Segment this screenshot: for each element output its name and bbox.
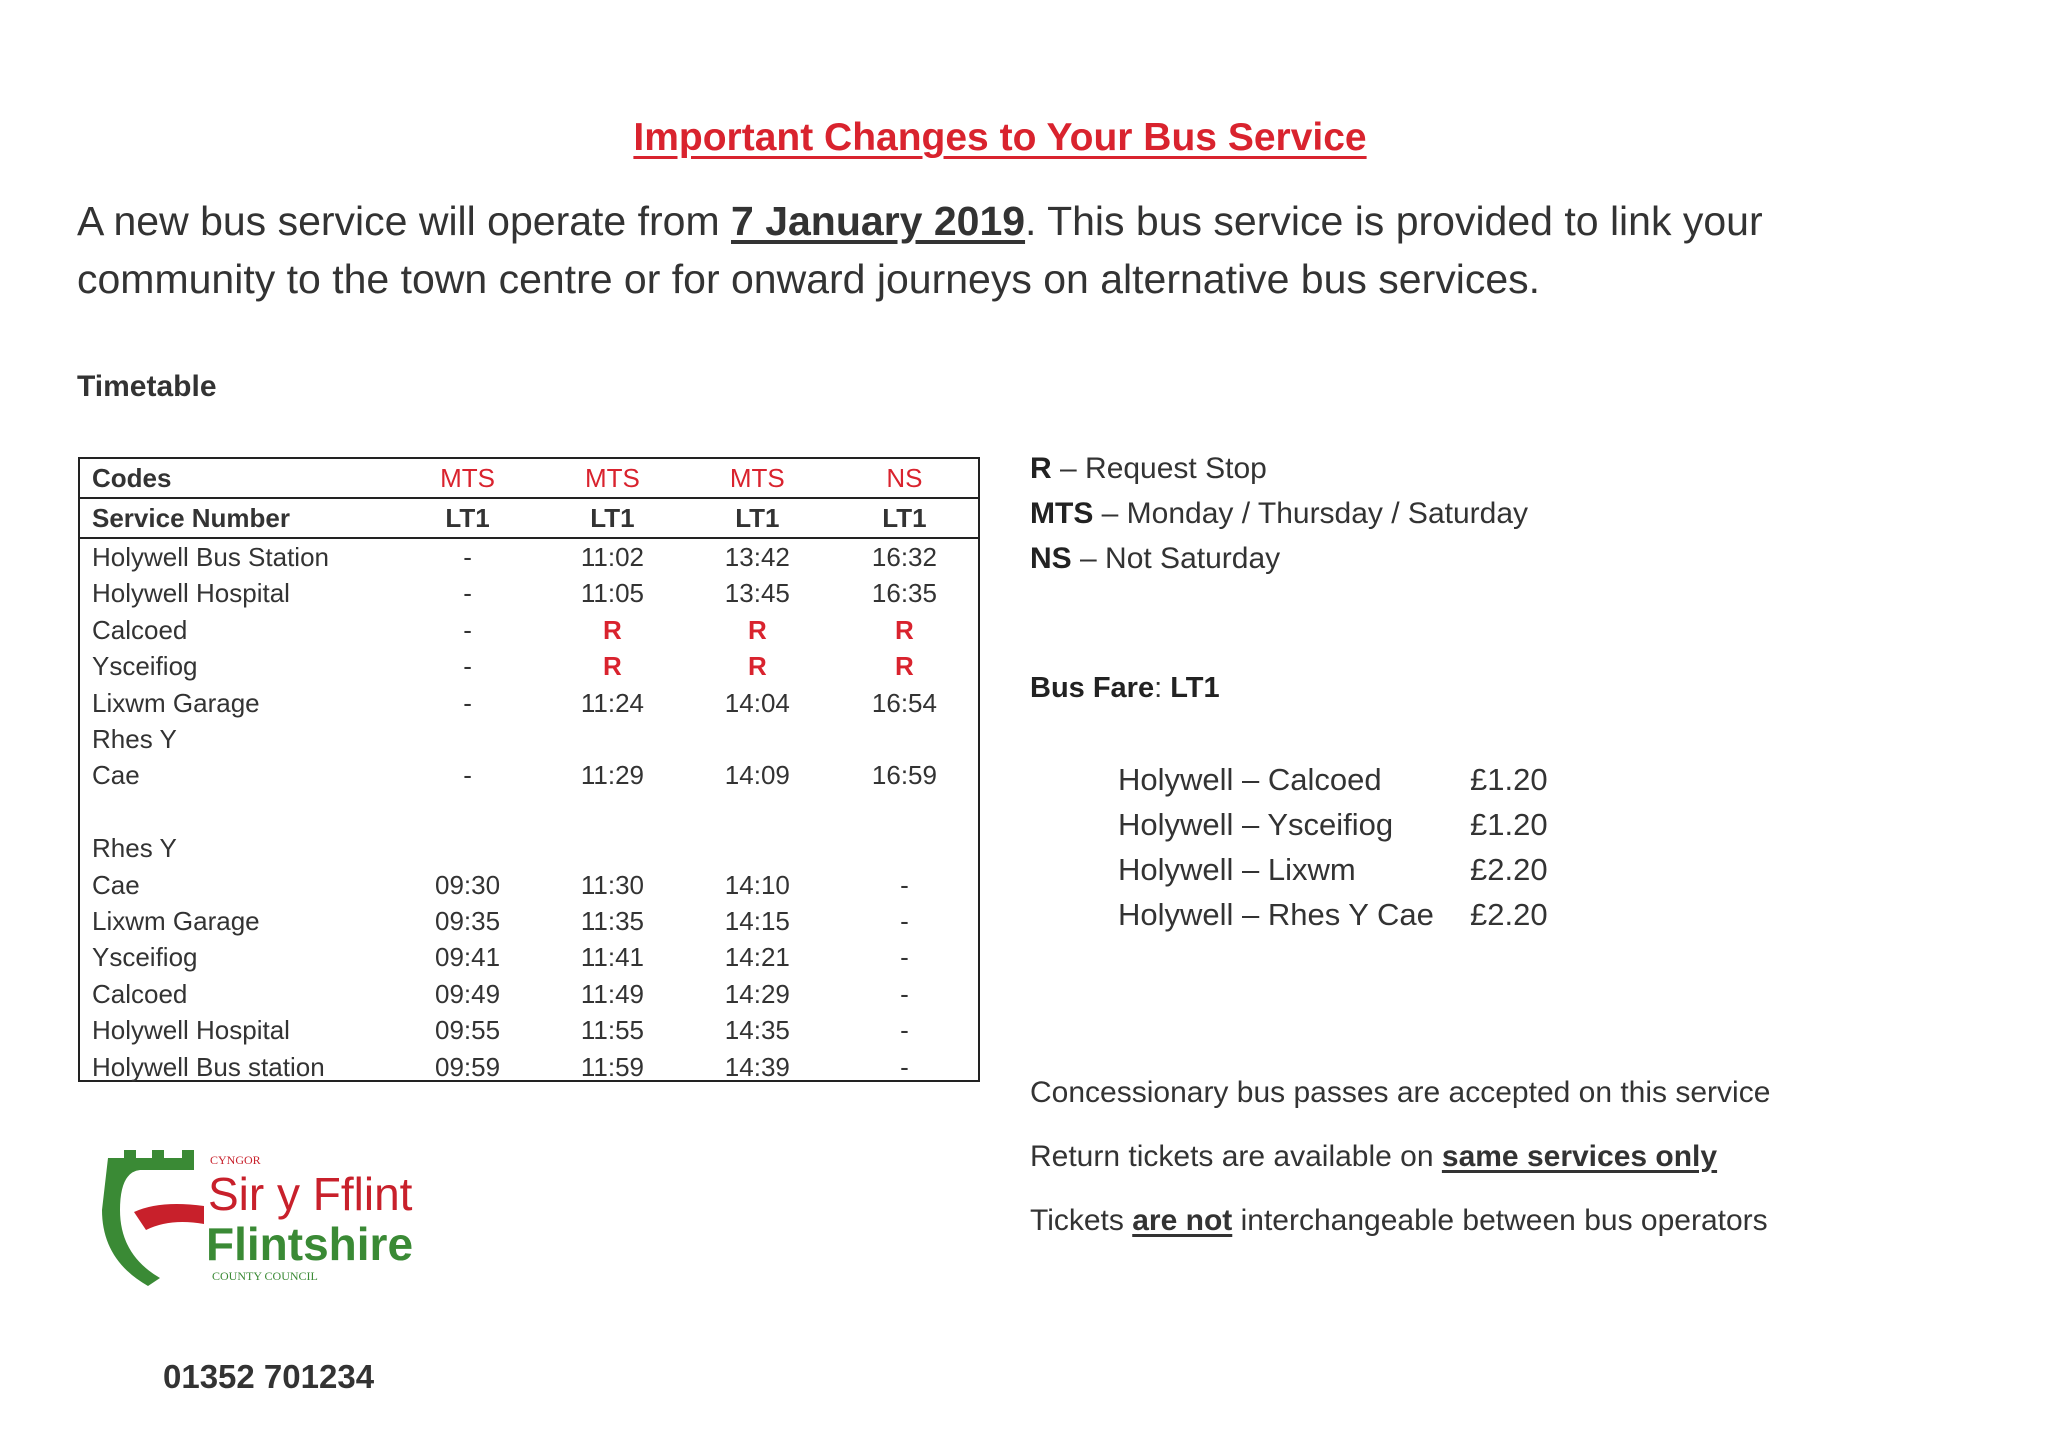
stop-name: Holywell Hospital (92, 578, 290, 609)
stop-name: Calcoed (92, 614, 188, 645)
fare-route: Holywell – Rhes Y Cae (1118, 897, 1434, 932)
timetable-row (80, 1012, 978, 1048)
time-cell: 16:32 (871, 542, 937, 572)
time-cell (831, 830, 978, 866)
start-date: 7 January 2019 (731, 198, 1026, 244)
intro-text-after: . This bus service is provided to link your community to the town centre or for onward journeys on alternative bus services. (77, 198, 1763, 302)
bus-fare-label: Bus Fare (1030, 672, 1155, 704)
fare-item (1118, 802, 1548, 847)
stop-name: Ysceifiog (92, 651, 198, 682)
return-tickets-note (1030, 1140, 1770, 1204)
time-cell: - (900, 869, 909, 900)
legend-item (1030, 446, 1528, 491)
time-cell (394, 721, 541, 757)
time-cell: - (900, 942, 909, 973)
time-cell: 09:49 (435, 978, 501, 1009)
timetable-row (80, 648, 978, 684)
request-stop-cell: R (603, 614, 622, 645)
stop-name: Holywell Hospital (92, 1015, 290, 1046)
timetable-row (80, 903, 978, 939)
time-cell: 11:05 (580, 578, 645, 609)
intro-text-before: A new bus service will operate from (77, 198, 731, 244)
time-cell (831, 721, 978, 757)
timetable-row (80, 721, 978, 757)
time-cell: 14:04 (724, 687, 790, 718)
timetable-row (80, 830, 978, 866)
request-stop-cell: R (747, 614, 767, 645)
time-cell: 11:35 (580, 906, 645, 937)
timetable-row (80, 867, 978, 903)
service-cell: LT1 (394, 498, 541, 538)
legend-text: – Not Saturday (1071, 542, 1281, 575)
code-cell: MTS (394, 459, 541, 498)
note-text: Tickets (1030, 1204, 1133, 1237)
stop-name: Cae (92, 869, 140, 900)
request-stop-cell: R (895, 614, 914, 645)
stop-name: Holywell Bus Station (92, 542, 329, 572)
legend-item (1030, 536, 1528, 581)
timetable-row (80, 538, 978, 575)
fare-price: £2.20 (1470, 897, 1548, 932)
timetable-row (80, 939, 978, 975)
time-cell: 11:49 (580, 978, 645, 1009)
time-cell: - (463, 687, 472, 718)
timetable (78, 457, 980, 1082)
time-cell: - (463, 578, 472, 609)
code-cell: NS (831, 459, 978, 498)
service-notes (1030, 1076, 1770, 1268)
bus-fare-heading: Bus Fare: LT1 (1030, 672, 1220, 704)
logo-welsh-name: Sir y Fflint (208, 1168, 413, 1220)
stop-name: Calcoed (92, 978, 188, 1009)
time-cell: - (900, 1015, 909, 1046)
legend-text: – Monday / Thursday / Saturday (1093, 497, 1529, 530)
time-cell (541, 830, 684, 866)
timetable-row (80, 1049, 978, 1085)
time-cell: 11:59 (580, 1051, 645, 1082)
timetable-heading: Timetable (77, 370, 217, 403)
time-cell (831, 794, 978, 830)
intro-paragraph (77, 192, 1957, 308)
legend-code: NS (1030, 542, 1072, 575)
fare-item (1118, 892, 1548, 937)
time-cell: 09:35 (435, 906, 501, 937)
timetable-row (80, 757, 978, 793)
time-cell: 09:30 (435, 869, 501, 900)
fare-list (1118, 757, 1548, 937)
time-cell: - (900, 978, 909, 1009)
time-cell: 09:59 (435, 1051, 501, 1082)
time-cell: - (463, 760, 472, 791)
service-number-label: Service Number (80, 498, 394, 538)
code-cell: MTS (684, 459, 831, 498)
fare-item (1118, 757, 1548, 802)
fare-price: £1.20 (1470, 807, 1548, 842)
codes-legend (1030, 446, 1528, 581)
note-text: interchangeable between bus operators (1232, 1204, 1768, 1237)
timetable-row (80, 612, 978, 648)
service-cell: LT1 (684, 498, 831, 538)
stop-name (80, 794, 394, 830)
request-stop-cell: R (895, 651, 914, 682)
time-cell: 16:54 (871, 687, 937, 718)
fare-item (1118, 847, 1548, 892)
timetable-row (80, 575, 978, 611)
note-emphasis: are not (1132, 1204, 1233, 1237)
timetable-row (80, 685, 978, 721)
flintshire-council-logo (100, 1150, 440, 1290)
stop-name: Ysceifiog (92, 942, 198, 973)
phone-number: 01352 701234 (163, 1358, 375, 1395)
request-stop-cell: R (747, 651, 767, 682)
time-cell: 09:55 (435, 1015, 501, 1046)
time-cell: 14:21 (724, 942, 790, 973)
service-number-row (80, 498, 978, 538)
interchange-note (1030, 1204, 1770, 1268)
stop-name: Rhes Y (92, 833, 177, 864)
legend-code: R (1030, 452, 1052, 485)
time-cell: - (463, 542, 472, 572)
fare-route: Holywell – Ysceifiog (1118, 807, 1394, 842)
time-cell: 14:35 (724, 1015, 790, 1046)
timetable-row (80, 976, 978, 1012)
fare-route: Holywell – Lixwm (1118, 852, 1356, 887)
bus-fare-service: LT1 (1170, 672, 1220, 704)
service-cell: LT1 (541, 498, 684, 538)
time-cell: 11:30 (580, 869, 645, 900)
time-cell: 11:55 (580, 1015, 645, 1046)
time-cell (684, 794, 831, 830)
dragon-flag-icon (134, 1204, 204, 1230)
time-cell (394, 830, 541, 866)
time-cell: - (900, 1051, 909, 1082)
time-cell: 11:41 (580, 942, 645, 973)
logo-council: COUNTY COUNCIL (212, 1269, 318, 1283)
time-cell: 11:24 (580, 687, 645, 718)
page-title: Important Changes to Your Bus Service (633, 116, 1367, 159)
time-cell: 14:10 (724, 869, 790, 900)
stop-name: Holywell Bus station (92, 1051, 325, 1082)
time-cell: - (463, 614, 472, 645)
time-cell (541, 721, 684, 757)
time-cell: 14:29 (724, 978, 790, 1009)
stop-name: Cae (92, 760, 140, 791)
stop-name: Rhes Y (92, 724, 177, 755)
codes-row (80, 459, 978, 498)
time-cell: 16:59 (871, 760, 937, 791)
fare-price: £1.20 (1470, 762, 1548, 797)
request-stop-cell: R (603, 651, 622, 682)
stop-name: Lixwm Garage (92, 687, 260, 718)
time-cell: 13:45 (724, 578, 790, 609)
time-cell (684, 721, 831, 757)
stop-name: Lixwm Garage (92, 906, 260, 937)
timetable-row (80, 794, 978, 830)
time-cell: 14:09 (724, 760, 790, 791)
legend-item (1030, 491, 1528, 536)
legend-text: – Request Stop (1051, 452, 1267, 485)
time-cell: 16:35 (871, 578, 937, 609)
service-cell: LT1 (831, 498, 978, 538)
time-cell (684, 830, 831, 866)
fare-route: Holywell – Calcoed (1118, 762, 1382, 797)
time-cell (541, 794, 684, 830)
logo-english-name: Flintshire (206, 1218, 414, 1270)
time-cell: 14:15 (724, 906, 790, 937)
time-cell: 11:29 (580, 760, 645, 791)
note-text: Return tickets are available on (1030, 1140, 1442, 1173)
time-cell: 13:42 (724, 542, 790, 572)
legend-code: MTS (1030, 497, 1094, 530)
time-cell: 09:41 (435, 942, 501, 973)
time-cell (394, 794, 541, 830)
logo-cyngor: CYNGOR (210, 1153, 261, 1167)
note-emphasis: same services only (1441, 1140, 1718, 1173)
time-cell: 11:02 (580, 542, 645, 572)
code-cell: MTS (541, 459, 684, 498)
time-cell: - (900, 906, 909, 937)
time-cell: - (463, 651, 472, 682)
codes-label: Codes (80, 459, 394, 498)
time-cell: 14:39 (724, 1051, 790, 1082)
concessionary-note: Concessionary bus passes are accepted on this service (1030, 1076, 1771, 1109)
fare-price: £2.20 (1470, 852, 1548, 887)
